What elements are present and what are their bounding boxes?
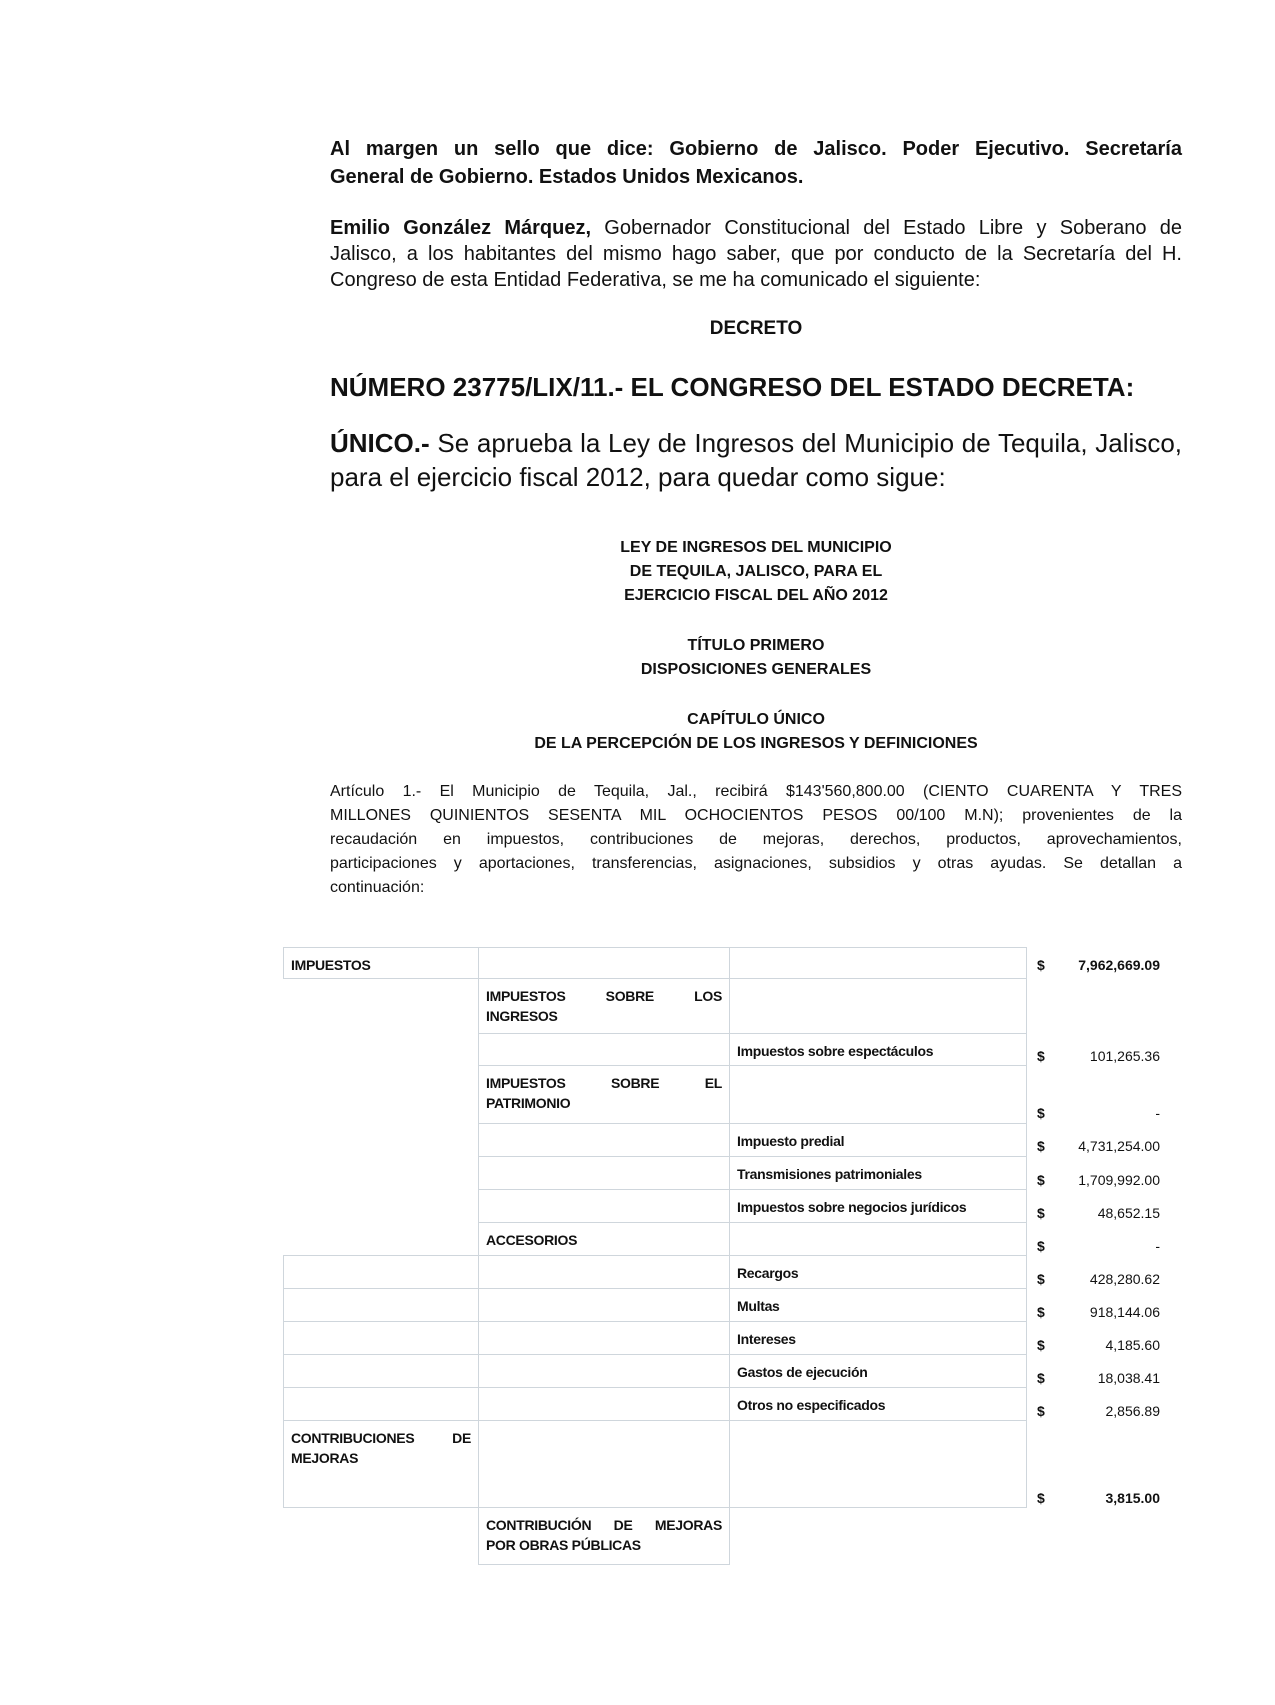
table-cell-otros [729,1387,1027,1421]
decreto-heading: DECRETO [709,318,803,339]
table-label: Otros no especificados [737,1397,886,1413]
currency-sign: $ [1037,1370,1045,1386]
table-label: PATRIMONIO [486,1095,571,1111]
amount-accesorios [1037,1238,1160,1258]
amount-value: - [1155,1238,1160,1254]
currency-sign: $ [1037,1271,1045,1287]
governor-line [330,215,1182,241]
table-cell [478,1033,730,1066]
amount-predial [1037,1138,1160,1158]
amount-contribuciones [1037,1490,1160,1510]
table-cell-contribuciones [283,1420,479,1508]
titulo-line: DISPOSICIONES GENERALES [640,661,872,678]
capitulo-line: CAPÍTULO ÚNICO [687,711,825,728]
amount-intereses [1037,1337,1160,1357]
amount-negocios [1037,1205,1160,1225]
table-cell [729,947,1027,979]
law-title-line: DE TEQUILA, JALISCO, PARA EL [629,563,883,580]
currency-sign: $ [1037,1337,1045,1353]
amount-value: 101,265.36 [1089,1048,1160,1064]
table-label: Transmisiones patrimoniales [737,1166,922,1182]
table-cell-sobre-patrimonio [478,1065,730,1124]
table-cell [729,1065,1027,1124]
amount-value: 918,144.06 [1089,1304,1160,1320]
table-label: IMPUESTOS [291,957,371,973]
law-title [330,536,1182,608]
table-cell-espectaculos [729,1033,1027,1066]
titulo-line: TÍTULO PRIMERO [687,637,825,654]
table-cell [729,1420,1027,1508]
table-cell-sobre-ingresos [478,978,730,1034]
table-cell-impuestos [283,947,479,979]
seal-line: Al margen un sello que dice: Gobierno de Jalisco. Poder Ejecutivo. Secretaría [330,138,1182,160]
unico-paragraph [330,426,1182,494]
capitulo-line: DE LA PERCEPCIÓN DE LOS INGRESOS Y DEFINICIONES [534,735,978,752]
table-label: Impuesto predial [737,1133,845,1149]
table-cell [729,978,1027,1034]
unico-line: para el ejercicio fiscal 2012, para quedar como sigue: [330,462,946,492]
table-label: CONTRIBUCIÓN DE MEJORAS [486,1517,722,1533]
table-cell [283,1288,479,1322]
currency-sign: $ [1037,1205,1045,1221]
articulo-1 [330,780,1182,900]
table-cell [478,1321,730,1355]
table-label: INGRESOS [486,1008,558,1024]
currency-sign: $ [1037,1048,1045,1064]
table-cell [478,1123,730,1157]
unico-line-text: Se aprueba la Ley de Ingresos del Municipio de Tequila, Jalisco, [429,428,1182,458]
amount-recargos [1037,1271,1160,1291]
table-cell [283,1354,479,1388]
articulo-line: continuación: [330,879,425,896]
table-cell [478,1387,730,1421]
currency-sign: $ [1037,1304,1045,1320]
law-title-line: LEY DE INGRESOS DEL MUNICIPIO [620,539,892,556]
table-cell [478,1156,730,1190]
capitulo-heading [330,708,1182,756]
amount-patrimonio [1037,1105,1160,1125]
amount-gastos [1037,1370,1160,1390]
table-cell [478,1189,730,1223]
law-title-line: EJERCICIO FISCAL DEL AÑO 2012 [624,587,888,604]
currency-sign: $ [1037,1172,1045,1188]
table-label: Recargos [737,1265,799,1281]
currency-sign: $ [1037,957,1045,973]
table-label: Impuestos sobre negocios jurídicos [737,1199,967,1215]
articulo-line: MILLONES QUINIENTOS SESENTA MIL OCHOCIENTOS PESOS 00/100 M.N); provenientes de la [330,807,1182,824]
table-cell-obras [478,1507,730,1565]
amount-value: 2,856.89 [1105,1403,1160,1419]
currency-sign: $ [1037,1238,1045,1254]
seal-paragraph [330,135,1182,191]
table-cell-negocios [729,1189,1027,1223]
currency-sign: $ [1037,1105,1045,1121]
table-label: Impuestos sobre espectáculos [737,1043,934,1059]
currency-sign: $ [1037,1138,1045,1154]
seal-line: General de Gobierno. Estados Unidos Mexicanos. [330,166,804,188]
amount-value: 3,815.00 [1105,1490,1160,1506]
table-label: POR OBRAS PÚBLICAS [486,1537,641,1553]
unico-line [330,426,1182,460]
table-cell [283,1387,479,1421]
amount-value: 48,652.15 [1097,1205,1160,1221]
table-cell [283,1321,479,1355]
titulo-heading [330,634,1182,682]
articulo-line: Artículo 1.- El Municipio de Tequila, Jal., recibirá $143'560,800.00 (CIENTO CUARENTA Y TRES [330,783,1182,800]
governor-line: Congreso de esta Entidad Federativa, se me ha comunicado el siguiente: [330,269,981,291]
decree-number: NÚMERO 23775/LIX/11.- EL CONGRESO DEL ESTADO DECRETA: [330,372,1135,402]
articulo-line: participaciones y aportaciones, transferencias, asignaciones, subsidios y otras ayudas. Se detallan a [330,855,1182,872]
table-cell [478,947,730,979]
table-label: Intereses [737,1331,796,1347]
table-cell-transmisiones [729,1156,1027,1190]
amount-value: 4,731,254.00 [1078,1138,1160,1154]
table-label: ACCESORIOS [486,1232,578,1248]
amount-value: 7,962,669.09 [1078,957,1160,973]
unico-label: ÚNICO.- [330,428,430,458]
amount-value: 18,038.41 [1097,1370,1160,1386]
currency-sign: $ [1037,1490,1045,1506]
table-label: Multas [737,1298,780,1314]
table-cell [478,1288,730,1322]
table-cell-intereses [729,1321,1027,1355]
table-label: IMPUESTOS SOBRE LOS [486,988,722,1004]
governor-line-text: Gobernador Constitucional del Estado Libre y Soberano de [591,217,1182,239]
table-cell-predial [729,1123,1027,1157]
table-cell [478,1354,730,1388]
table-cell-multas [729,1288,1027,1322]
amount-value: - [1155,1105,1160,1121]
table-cell [283,1255,479,1289]
table-label: IMPUESTOS SOBRE EL [486,1075,722,1091]
articulo-line: recaudación en impuestos, contribuciones de mejoras, derechos, productos, aprovechamientos, [330,831,1182,848]
governor-line: Jalisco, a los habitantes del mismo hago saber, que por conducto de la Secretaría del H. [330,243,1182,265]
table-cell-accesorios [478,1222,730,1256]
amount-multas [1037,1304,1160,1324]
governor-paragraph [330,215,1182,293]
governor-name: Emilio González Márquez, [330,217,592,239]
table-cell-recargos [729,1255,1027,1289]
currency-sign: $ [1037,1403,1045,1419]
table-cell [478,1420,730,1508]
amount-otros [1037,1403,1160,1423]
table-label: CONTRIBUCIONES DE [291,1430,471,1446]
amount-value: 4,185.60 [1105,1337,1160,1353]
amount-value: 428,280.62 [1089,1271,1160,1287]
table-cell [729,1222,1027,1256]
table-cell [478,1255,730,1289]
amount-transmisiones [1037,1172,1160,1192]
amount-espectaculos [1037,1048,1160,1068]
table-label: Gastos de ejecución [737,1364,868,1380]
table-cell-gastos [729,1354,1027,1388]
amount-impuestos [1037,957,1160,977]
table-label: MEJORAS [291,1450,359,1466]
amount-value: 1,709,992.00 [1078,1172,1160,1188]
